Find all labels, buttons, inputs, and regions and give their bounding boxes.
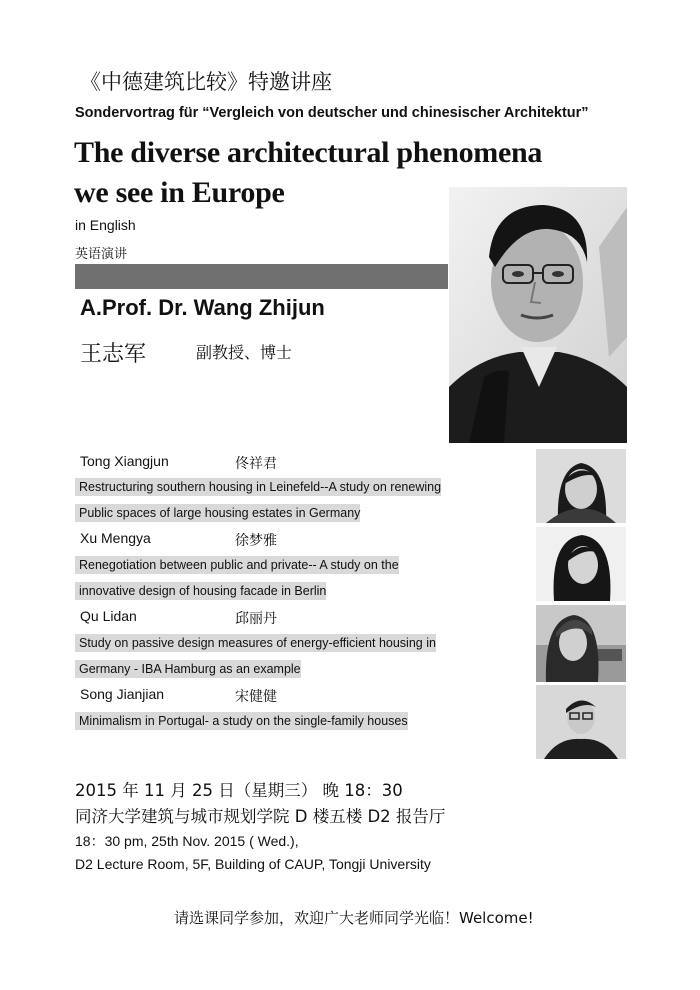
- student-row: [75, 530, 467, 548]
- student-topic-line: Germany - IBA Hamburg as an example: [75, 660, 301, 678]
- student-topic-line: Renegotiation between public and private-- A study on the: [75, 556, 399, 574]
- student-name-cn: 宋健健: [235, 689, 277, 705]
- event-venue-cn: 同济大学建筑与城市规划学院 D 楼五楼 D2 报告厅: [75, 807, 446, 826]
- student-photo: [536, 685, 626, 759]
- lecture-title-line-1: The diverse architectural phenomena: [74, 136, 543, 169]
- student-photo: [536, 449, 626, 523]
- speaker-title-cn: 副教授、博士: [196, 343, 293, 362]
- student-topic-line: Restructuring southern housing in Leinefeld--A study on renewing: [75, 478, 441, 496]
- student-topic-line: Minimalism in Portugal- a study on the single-family houses: [75, 712, 408, 730]
- student-photo: [536, 605, 626, 682]
- lecture-title-line-2: we see in Europe: [74, 176, 285, 209]
- student-row: [75, 453, 467, 471]
- event-date-cn: 2015 年 11 月 25 日（星期三） 晚 18：30: [75, 781, 403, 800]
- student-name-en: Xu Mengya: [80, 530, 151, 546]
- speaker-name-cn: 王志军: [80, 342, 147, 367]
- series-title-cn: 《中德建筑比较》特邀讲座: [80, 70, 332, 94]
- event-venue-en: D2 Lecture Room, 5F, Building of CAUP, Tongji University: [75, 856, 431, 872]
- student-name-cn: 徐梦雅: [235, 533, 277, 549]
- student-topic-line: Public spaces of large housing estates in Germany: [75, 504, 360, 522]
- student-row: [75, 686, 467, 704]
- series-title-de: Sondervortrag für “Vergleich von deutscher und chinesischer Architektur”: [75, 105, 589, 121]
- student-photo: [536, 527, 626, 601]
- language-en: in English: [75, 217, 136, 233]
- student-name-en: Tong Xiangjun: [80, 453, 169, 469]
- speaker-portrait: [449, 187, 627, 443]
- language-cn: 英语演讲: [75, 247, 128, 262]
- student-topic-line: Study on passive design measures of energy-efficient housing in: [75, 634, 436, 652]
- student-row: [75, 608, 467, 626]
- student-topic-line: innovative design of housing facade in Berlin: [75, 582, 326, 600]
- student-name-cn: 邱丽丹: [235, 611, 277, 627]
- divider-bar: [75, 264, 448, 289]
- speaker-name-en: A.Prof. Dr. Wang Zhijun: [80, 295, 325, 320]
- student-name-en: Song Jianjian: [80, 686, 165, 702]
- event-date-en: 18：30 pm, 25th Nov. 2015 ( Wed.),: [75, 833, 299, 849]
- student-name-en: Qu Lidan: [80, 608, 137, 624]
- welcome-message: 请选课同学参加，欢迎广大老师同学光临！Welcome!: [174, 909, 534, 927]
- student-name-cn: 佟祥君: [235, 456, 277, 472]
